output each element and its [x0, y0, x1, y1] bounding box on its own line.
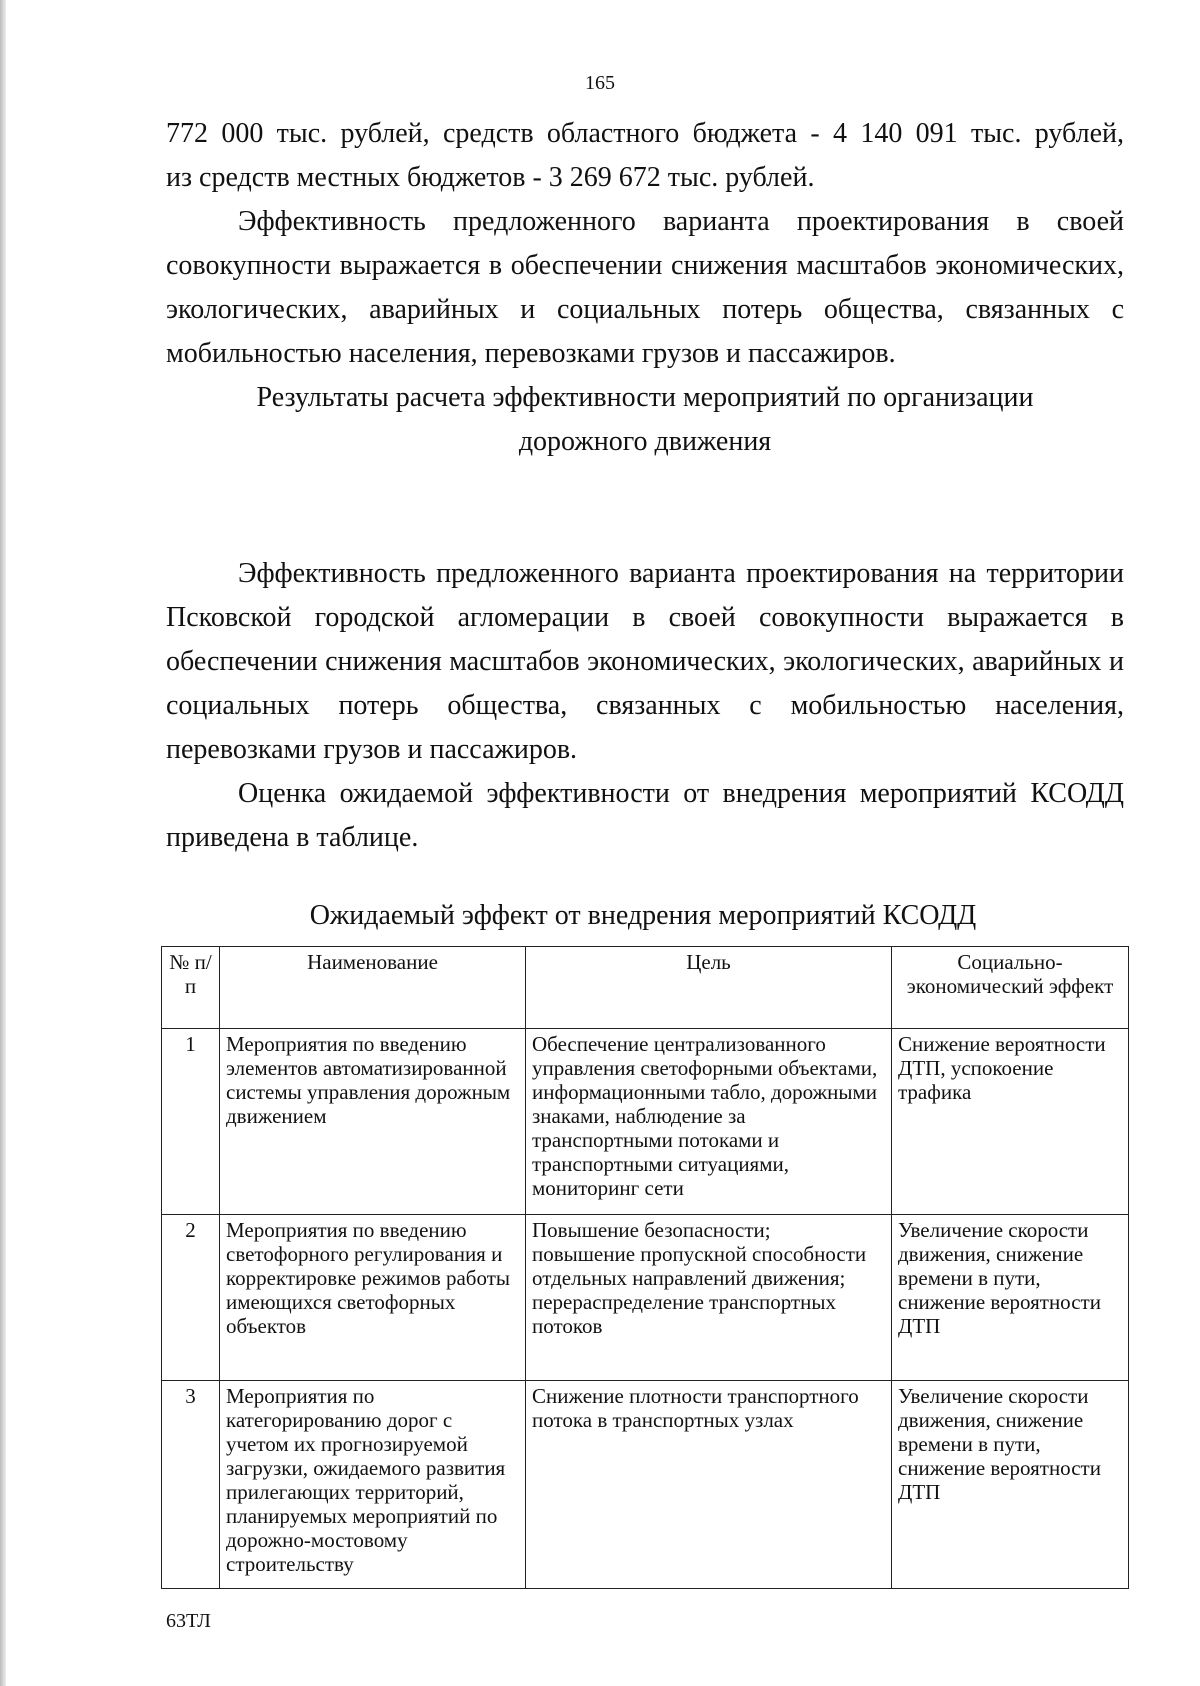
table-caption: Ожидаемый эффект от внедрения мероприятий КСОДД: [309, 900, 977, 931]
table-row: [162, 1381, 1129, 1589]
row-goal: [526, 1215, 892, 1381]
row-effect: Снижение вероятности ДТП, успокоение трафика: [892, 1029, 1129, 1215]
header-number: № п/п: [162, 947, 220, 1029]
row-effect: Увеличение скорости движения, снижение времени в пути, снижение вероятности ДТП: [892, 1215, 1129, 1381]
row-goal: [526, 1029, 892, 1215]
table-header-row: [162, 947, 1129, 1029]
goal-line: Повышение безопасности;: [532, 1218, 771, 1242]
paragraph-3: Эффективность предложенного варианта проектирования на территории Псковской городской агломерации в своей совокупности выражается в обеспечении снижения масштабов экономических, экологических, аварийных и социальных потерь общества, связанных с мобильностью населения, перевозками грузов и пассажиров.: [166, 558, 1124, 765]
row-goal: [526, 1381, 892, 1589]
row-name: Мероприятия по введению элементов автоматизированной системы управления дорожным движением: [220, 1029, 526, 1215]
goal-line: повышение пропускной способности отдельных направлений движения;: [532, 1242, 867, 1290]
row-number: 2: [162, 1215, 220, 1381]
page-number: 165: [585, 72, 615, 94]
header-effect: Социально-экономический эффект: [892, 947, 1129, 1029]
table-row: [162, 1029, 1129, 1215]
row-name: Мероприятия по категорированию дорог с учетом их прогнозируемой загрузки, ожидаемого развития прилегающих территорий, планируемых мероприятий по дорожно-мостовому строительству: [220, 1381, 526, 1589]
header-name: Наименование: [220, 947, 526, 1029]
table-row: [162, 1215, 1129, 1381]
paragraph-4: Оценка ожидаемой эффективности от внедрения мероприятий КСОДД приведена в таблице.: [166, 778, 1124, 853]
paragraph-2: Эффективность предложенного варианта проектирования в своей совокупности выражается в обеспечении снижения масштабов экономических, экологических, аварийных и социальных потерь общества, связанных с мобильностью населения, перевозками грузов и пассажиров.: [166, 206, 1124, 369]
row-effect: Увеличение скорости движения, снижение времени в пути, снижение вероятности ДТП: [892, 1381, 1129, 1589]
intro-text: [166, 112, 1124, 464]
paragraph-1-line-2: из средств местных бюджетов - 3 269 672 тыс. рублей.: [166, 162, 815, 193]
goal-line: Снижение плотности транспортного потока в транспортных узлах: [532, 1384, 859, 1432]
effects-table: [161, 946, 1129, 1589]
header-goal: Цель: [526, 947, 892, 1029]
paragraph-1-line-1: 772 000 тыс. рублей, средств областного бюджета - 4 140 091 тыс. рублей,: [166, 118, 1124, 149]
main-text: [166, 552, 1124, 860]
row-name: Мероприятия по введению светофорного регулирования и корректировке режимов работы имеющихся светофорных объектов: [220, 1215, 526, 1381]
footer-code: 63ТЛ: [166, 1610, 211, 1632]
section-heading-line-1: Результаты расчета эффективности мероприятий по организации: [256, 382, 1034, 413]
row-number: 3: [162, 1381, 220, 1589]
goal-line: перераспределение транспортных потоков: [532, 1290, 836, 1338]
section-heading-line-2: дорожного движения: [518, 426, 772, 457]
scan-edge: [0, 0, 6, 1686]
goal-line: Обеспечение централизованного управления светофорными объектами, информационными табло, дорожными знаками, наблюдение за транспортными потоками и транспортными ситуациями, мониторинг сети: [532, 1032, 878, 1200]
row-number: 1: [162, 1029, 220, 1215]
